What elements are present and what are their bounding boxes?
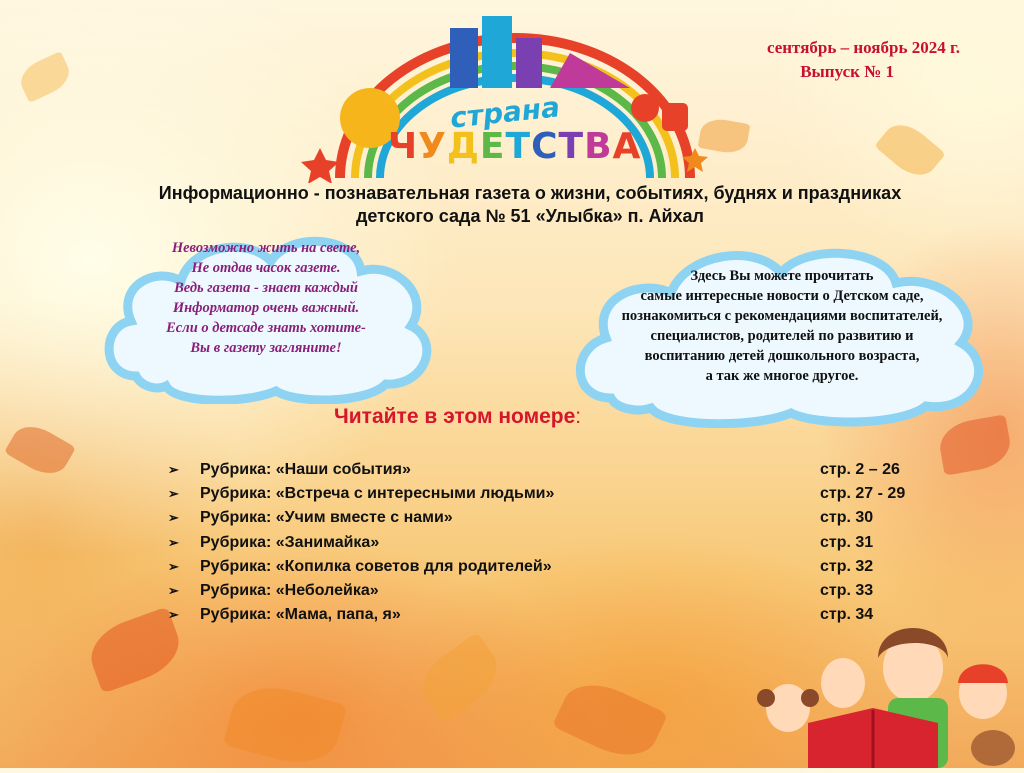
contents-item xyxy=(168,531,928,555)
rubric-name: Рубрика: «Учим вместе с нами» xyxy=(200,509,453,527)
contents-heading xyxy=(334,405,581,429)
logo-letter: Д xyxy=(446,126,480,167)
rubric-pages: стр. 33 xyxy=(820,581,874,599)
arrow-bullet-icon: ➢ xyxy=(168,486,179,502)
rubric-name: Рубрика: «Встреча с интересными людьми» xyxy=(200,485,555,503)
poem-line: Не отдав часок газете. xyxy=(191,260,341,276)
logo-letter: Т xyxy=(505,126,532,167)
poem-line: Ведь газета - знает каждый xyxy=(174,280,358,296)
rubric-name: Рубрика: «Неболейка» xyxy=(200,581,379,599)
intro-text xyxy=(582,266,982,386)
rubric-pages: стр. 27 - 29 xyxy=(820,485,906,503)
contents-item xyxy=(168,555,928,579)
issue-number: Выпуск № 1 xyxy=(800,61,894,81)
intro-line: самые интересные новости о Детском саде, xyxy=(640,288,924,304)
poem-line: Невозможно жить на свете, xyxy=(171,240,361,256)
contents-item xyxy=(168,458,928,482)
rubric-name: Рубрика: «Занимайка» xyxy=(200,533,380,551)
subtitle-line-2: детского сада № 51 «Улыбка» п. Айхал xyxy=(355,206,704,226)
baby-face-icon xyxy=(821,658,865,708)
rubric-pages: стр. 31 xyxy=(820,533,874,551)
contents-item xyxy=(168,506,928,530)
house-icon xyxy=(450,28,478,88)
rubric-name: Рубрика: «Мама, папа, я» xyxy=(200,606,401,624)
issue-dates: сентябрь – ноябрь 2024 г. xyxy=(766,38,960,57)
rubric-pages: стр. 34 xyxy=(820,606,874,624)
arrow-bullet-icon: ➢ xyxy=(168,510,179,526)
arrow-bullet-icon: ➢ xyxy=(168,558,179,574)
logo-letter: Ч xyxy=(388,126,419,167)
logo-word-strana: страна xyxy=(448,90,562,135)
rubric-pages: стр. 32 xyxy=(820,557,874,575)
rubric-name: Рубрика: «Копилка советов для родителей» xyxy=(200,557,552,575)
intro-line: познакомиться с рекомендациями воспитателей, xyxy=(621,308,943,324)
toy-car-icon xyxy=(662,103,688,131)
poem-text xyxy=(116,238,416,358)
puppy-icon xyxy=(971,730,1015,766)
issue-info xyxy=(767,36,960,84)
contents-item xyxy=(168,482,928,506)
arrow-bullet-icon: ➢ xyxy=(168,534,179,550)
newspaper-logo xyxy=(300,8,730,183)
poem-line: Вы в газету загляните! xyxy=(190,340,342,356)
intro-line: воспитанию детей дошкольного возраста, xyxy=(644,348,920,364)
logo-letter: У xyxy=(418,126,447,167)
poem-line: Информатор очень важный. xyxy=(172,300,360,316)
intro-line: Здесь Вы можете прочитать xyxy=(690,268,874,284)
contents-heading-text: Читайте в этом номере xyxy=(334,405,576,428)
logo-letter: Т xyxy=(558,126,585,167)
arrow-bullet-icon: ➢ xyxy=(168,462,179,477)
rubric-pages: стр. 2 – 26 xyxy=(820,461,900,478)
poem-cloud xyxy=(96,226,440,404)
logo-word-chudetstva xyxy=(388,126,641,167)
logo-letter: Е xyxy=(479,126,506,167)
intro-cloud xyxy=(566,238,998,428)
rubric-pages: стр. 30 xyxy=(820,509,874,527)
intro-line: специалистов, родителей по развитию и xyxy=(650,328,914,344)
subtitle-line-1: Информационно - познавательная газета о жизни, событиях, буднях и праздниках xyxy=(158,183,902,203)
ball-icon xyxy=(631,94,659,122)
family-reading-illustration xyxy=(738,598,1024,768)
poem-line: Если о детсаде знать хотите- xyxy=(166,320,366,336)
newspaper-subtitle xyxy=(60,182,1000,228)
logo-letter: В xyxy=(584,126,613,167)
contents-heading-colon: : xyxy=(575,405,582,428)
arrow-bullet-icon: ➢ xyxy=(168,582,179,598)
girl-face-icon xyxy=(766,684,810,732)
rubric-name: Рубрика: «Наши события» xyxy=(200,461,411,478)
logo-letter: С xyxy=(531,126,559,167)
star-icon xyxy=(301,148,339,183)
family-illustration-art xyxy=(738,598,1024,768)
intro-line: а так же многое другое. xyxy=(705,368,859,384)
logo-letter: А xyxy=(612,126,642,167)
arrow-bullet-icon: ➢ xyxy=(168,607,179,623)
